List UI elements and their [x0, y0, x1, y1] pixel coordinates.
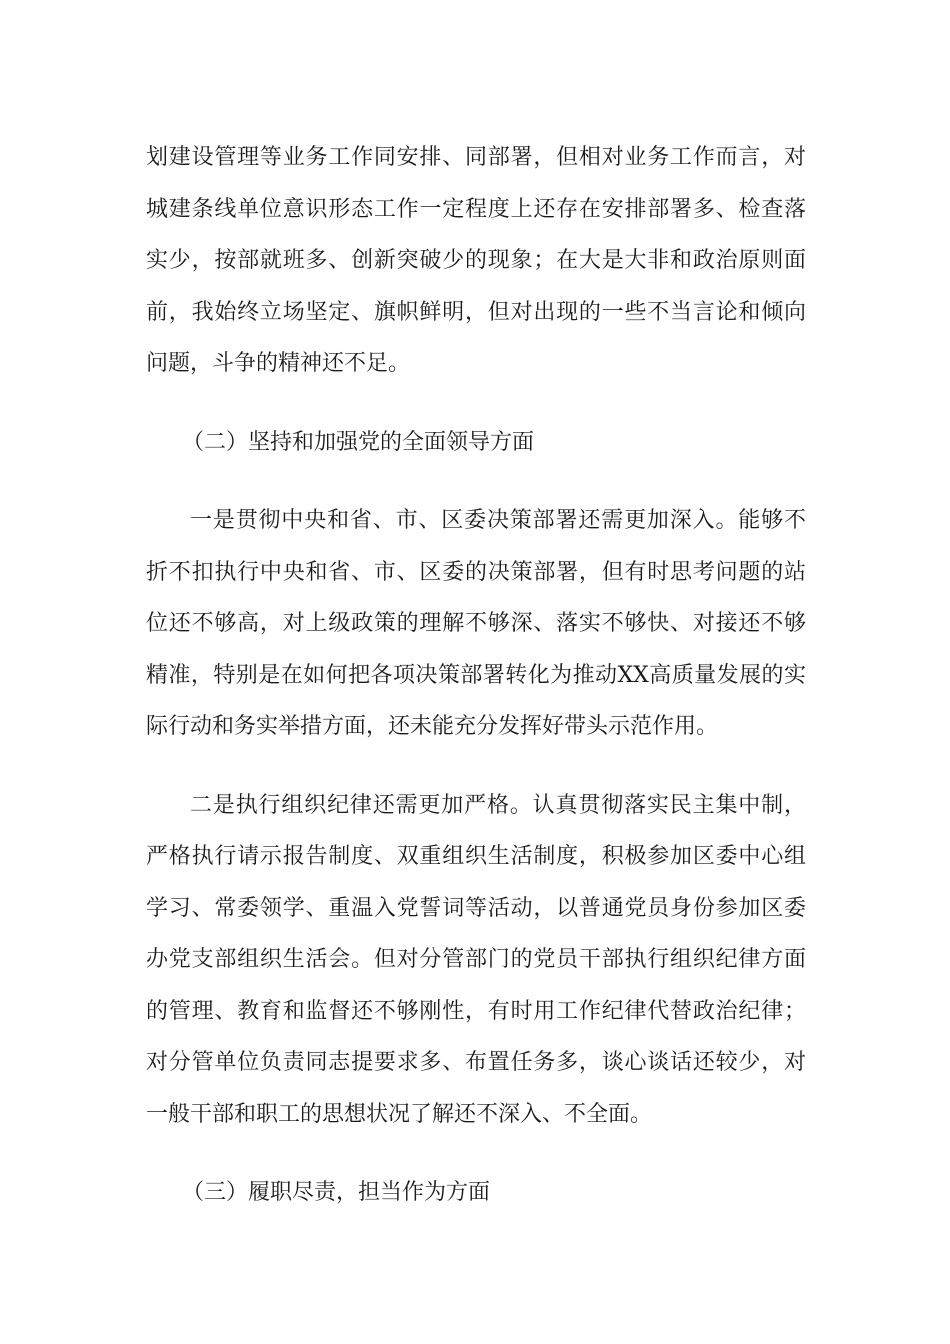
text-line: 划建设管理等业务工作同安排、同部署，但相对业务工作而言，对 [146, 145, 806, 170]
paragraph-directive-implementation [146, 495, 806, 753]
paragraph-gap [146, 753, 806, 780]
text-line: 办党支部组织生活会。但对分管部门的党员干部执行组织纪律方面 [146, 947, 806, 972]
text-line: 一是贯彻中央和省、市、区委决策部署还需更加深入。能够不 [190, 508, 806, 533]
section-heading-3: （三）履职尽责，担当作为方面 [182, 1180, 491, 1205]
paragraph-continuation [146, 132, 806, 390]
text-line: 一般干部和职工的思想状况了解还不深入、不全面。 [146, 1101, 653, 1127]
text-line: 精准，特别是在如何把各项决策部署转化为推动XX高质量发展的实 [146, 662, 806, 688]
text-line: 学习、常委领学、重温入党誓词等活动，以普通党员身份参加区委 [146, 895, 806, 921]
text-line: 实少，按部就班多、创新突破少的现象；在大是大非和政治原则面 [146, 248, 806, 273]
text-line: 对分管单位负责同志提要求多、布置任务多，谈心谈话还较少，对 [146, 1050, 806, 1075]
text-line: 际行动和务实举措方面，还未能充分发挥好带头示范作用。 [146, 714, 719, 739]
paragraph-gap [146, 1140, 806, 1167]
text-line: 问题，斗争的精神还不足。 [146, 351, 411, 376]
text-line: 的管理、教育和监督还不够刚性，有时用工作纪律代替政治纪律； [146, 998, 806, 1024]
paragraph-organizational-discipline [146, 780, 806, 1141]
paragraph-gap [146, 468, 806, 495]
text-line: 折不扣执行中央和省、市、区委的决策部署，但有时思考问题的站 [146, 559, 806, 585]
text-line: 严格执行请示报告制度、双重组织生活制度，积极参加区委中心组 [146, 844, 806, 869]
text-line: 位还不够高，对上级政策的理解不够深、落实不够快、对接还不够 [146, 611, 806, 636]
text-line: 城建条线单位意识形态工作一定程度上还存在安排部署多、检查落 [146, 196, 806, 222]
text-line: 前，我始终立场坚定、旗帜鲜明，但对出现的一些不当言论和倾向 [146, 299, 806, 325]
paragraph-gap [146, 390, 806, 417]
document-body [146, 132, 806, 1219]
section-heading-2: （二）坚持和加强党的全面领导方面 [182, 429, 535, 455]
text-line: 二是执行组织纪律还需更加严格。认真贯彻落实民主集中制， [190, 792, 806, 818]
